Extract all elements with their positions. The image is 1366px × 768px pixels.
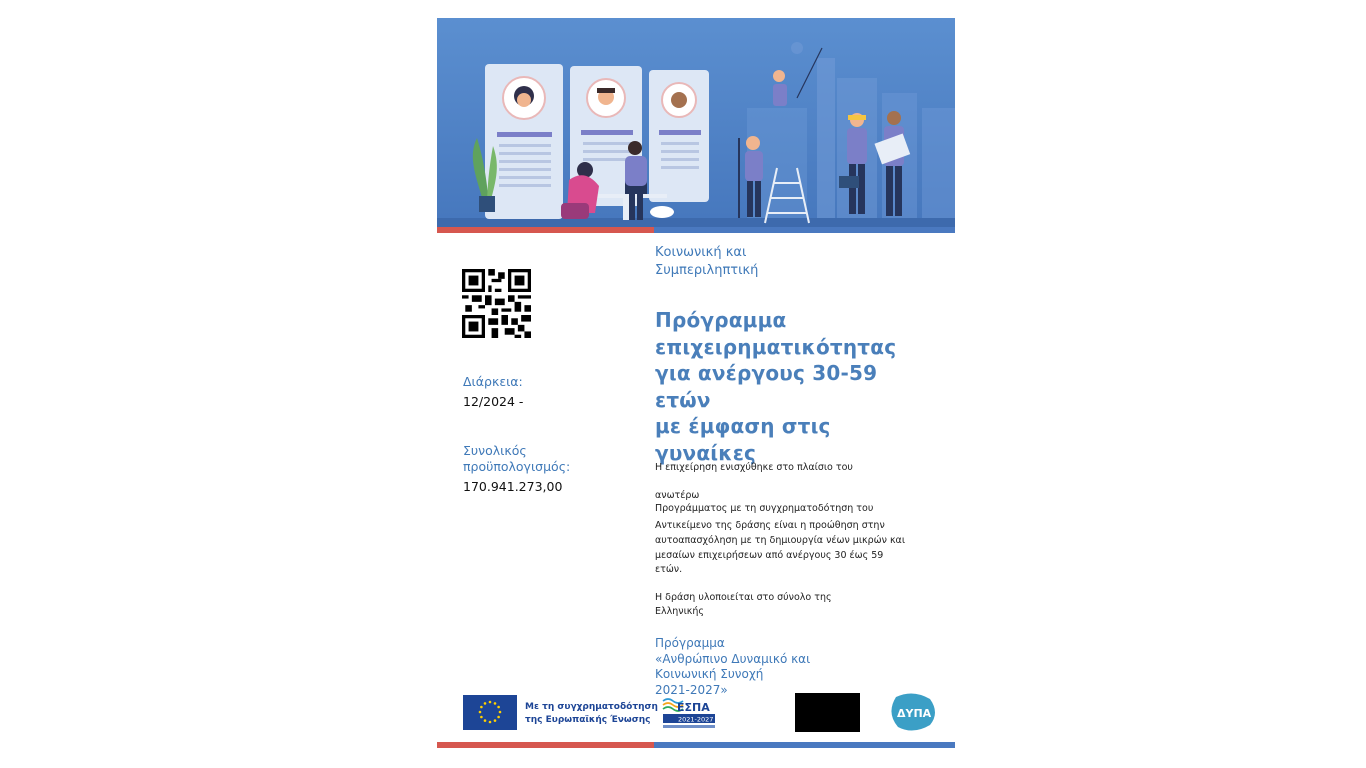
footer-divider-red bbox=[437, 742, 654, 748]
body-line: Αντικείμενο της δράσης είναι η προώθηση στην bbox=[655, 520, 885, 531]
duration-label: Διάρκεια: bbox=[463, 374, 523, 389]
programme-line: Κοινωνική Συνοχή bbox=[655, 667, 764, 681]
budget-label-line2: προϋπολογισμός: bbox=[463, 459, 571, 474]
body-line: Η επιχείρηση ενισχύθηκε στο πλαίσιο του bbox=[655, 462, 853, 473]
duration-value: 12/2024 - bbox=[463, 394, 524, 409]
footer-divider-blue bbox=[654, 742, 955, 748]
title-line: για ανέργους 30-59 bbox=[655, 361, 878, 385]
qr-code bbox=[462, 269, 531, 338]
body-line: ανωτέρω bbox=[655, 490, 700, 501]
budget-value: 170.941.273,00 bbox=[463, 479, 563, 494]
category-line2: Συμπεριληπτική bbox=[655, 263, 759, 278]
title-line: με έμφαση στις bbox=[655, 414, 831, 438]
programme-line: Πρόγραμμα bbox=[655, 636, 725, 650]
eu-flag-icon bbox=[463, 695, 517, 730]
espa-years: 2021-2027 bbox=[678, 715, 714, 724]
dypa-text: ΔΥΠΑ bbox=[897, 707, 932, 720]
hero-illustration bbox=[437, 18, 955, 228]
category bbox=[655, 244, 855, 280]
espa-text: ΕΣΠΑ bbox=[677, 701, 710, 714]
poster bbox=[437, 18, 955, 749]
cv-card-1 bbox=[485, 64, 563, 219]
title-line: ετών bbox=[655, 387, 711, 412]
dypa-logo bbox=[888, 691, 938, 733]
eu-text-line1: Με τη συγχρηματοδότηση bbox=[525, 702, 658, 712]
plant bbox=[473, 138, 497, 212]
body-line: Η δράση υλοποιείται στο σύνολο της bbox=[655, 592, 832, 603]
title-line: Πρόγραμμα bbox=[655, 308, 787, 332]
body-line: ετών. bbox=[655, 564, 683, 575]
programme-title bbox=[655, 307, 945, 466]
hero-divider-blue bbox=[654, 227, 955, 233]
body-line: μεσαίων επιχειρήσεων από ανέργους 30 έως 59 bbox=[655, 550, 884, 561]
redacted-logo bbox=[795, 693, 860, 732]
cv-card-3 bbox=[649, 70, 709, 202]
espa-logo bbox=[661, 695, 717, 731]
worker-climber bbox=[773, 48, 822, 106]
hero-divider-red bbox=[437, 227, 654, 233]
programme-name bbox=[655, 636, 875, 698]
category-line1: Κοινωνική και bbox=[655, 245, 747, 260]
eu-cofunding-text bbox=[525, 701, 658, 727]
title-line: επιχειρηματικότητας bbox=[655, 334, 897, 359]
body-line: Ελληνικής bbox=[655, 606, 704, 617]
title-line: γυναίκες bbox=[655, 440, 757, 465]
programme-line: 2021-2027» bbox=[655, 682, 728, 697]
eu-text-line2: της Ευρωπαϊκής Ένωσης bbox=[525, 715, 651, 725]
body-line: αυτοαπασχόληση με τη δημιουργία νέων μικρών και bbox=[655, 535, 906, 546]
programme-line: «Ανθρώπινο Δυναμικό και bbox=[655, 651, 811, 666]
hero-illustration-art bbox=[437, 18, 955, 228]
body-line: Προγράμματος με τη συγχρηματοδότηση του bbox=[655, 503, 874, 514]
budget-label-line1: Συνολικός bbox=[463, 443, 527, 458]
